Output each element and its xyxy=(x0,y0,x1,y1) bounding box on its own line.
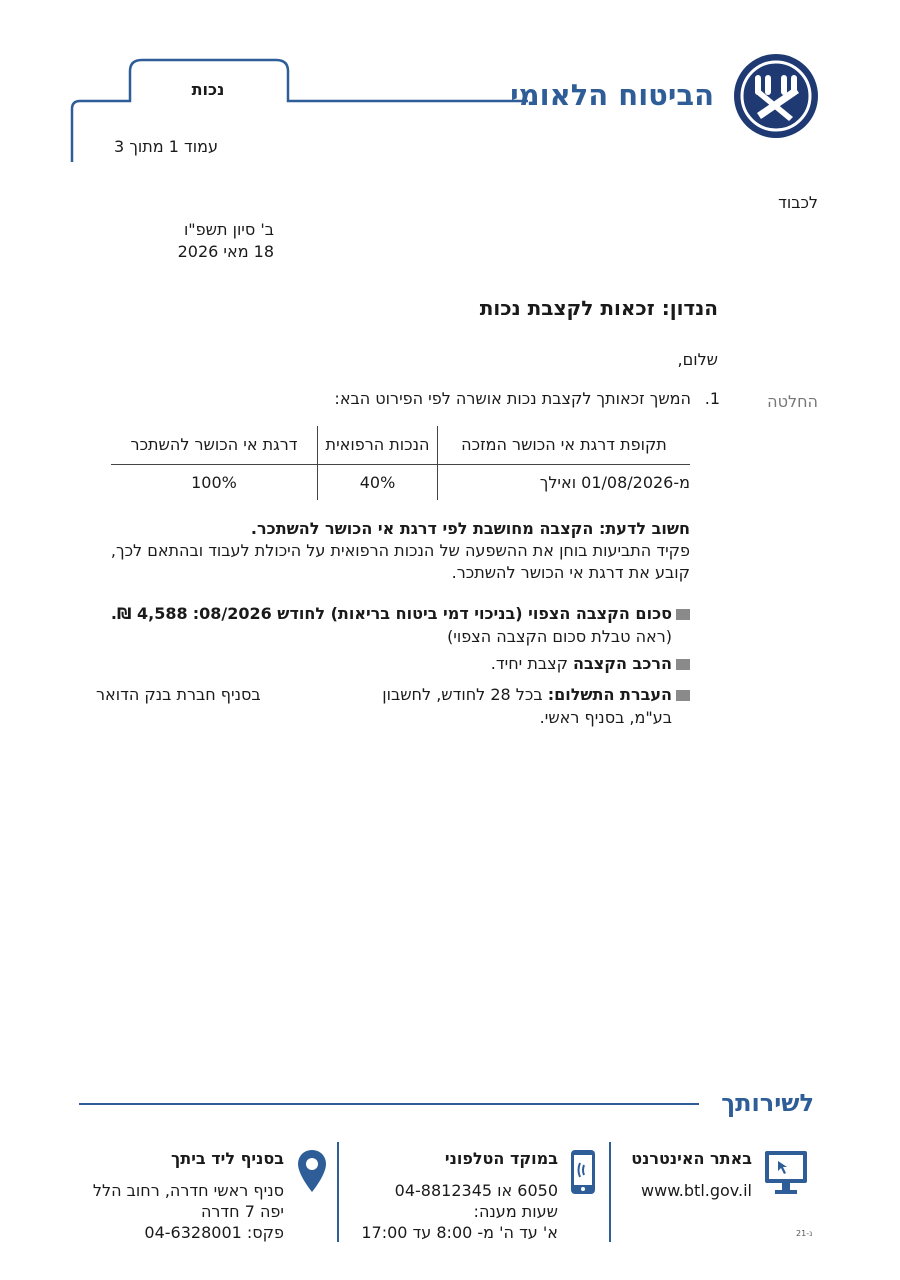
website-title: באתר האינטרנט xyxy=(631,1149,752,1168)
hebrew-date: ב' סיון תשפ"ו xyxy=(183,220,274,239)
phone-icon xyxy=(569,1149,597,1195)
composition-line: הרכב הקצבה קצבת יחיד. xyxy=(490,654,672,673)
form-code: נ-21 xyxy=(796,1229,813,1238)
table-cell-medical: 40% xyxy=(359,473,396,492)
brand-name: הביטוח הלאומי xyxy=(510,78,714,112)
greeting: שלום, xyxy=(677,350,718,369)
decision-side-label: החלטה xyxy=(767,392,818,411)
item-text: המשך זכאותך לקצבת נכות אושרה לפי הפירוט הבא: xyxy=(334,389,691,408)
footer-divider xyxy=(337,1142,339,1242)
important-note xyxy=(90,518,690,584)
expected-amount-line: סכום הקצבה הצפוי (בניכוי דמי ביטוח בריאות) לחודש 08/2026: 4,588 ₪. xyxy=(110,604,672,623)
phone-center-title: במוקד הטלפוני xyxy=(444,1149,558,1168)
table-divider xyxy=(111,464,690,465)
eligibility-table xyxy=(111,426,690,500)
table-header-period: תקופת דרגת אי הכושר המזכה xyxy=(461,435,667,454)
payment-continuation: בע"מ, בסניף ראשי. xyxy=(539,708,672,727)
subject-line: הנדון: זכאות לקצבת נכות xyxy=(479,296,718,320)
item-number: 1. xyxy=(704,389,720,408)
footer-divider xyxy=(609,1142,611,1242)
location-pin-icon xyxy=(297,1149,327,1193)
computer-screen-icon xyxy=(764,1149,808,1197)
gregorian-date: 18 מאי 2026 xyxy=(177,242,274,261)
website-link[interactable]: www.btl.gov.il xyxy=(641,1181,752,1200)
expected-amount-note: (ראה טבלת סכום הקצבה הצפוי) xyxy=(447,627,672,646)
page-indicator: עמוד 1 מתוך 3 xyxy=(114,137,218,156)
footer-title: לשירותך xyxy=(721,1089,814,1117)
table-cell-earning: 100% xyxy=(191,473,237,492)
branch-fax: פקס: 04-6328001 xyxy=(144,1223,284,1242)
branch-title: בסניף ליד ביתך xyxy=(171,1149,284,1168)
phone-hours: א' עד ה' מ- 8:00 עד 17:00 xyxy=(361,1223,558,1242)
footer-rule xyxy=(79,1103,699,1105)
branch-address: סניף ראשי חדרה, רחוב הלל xyxy=(92,1181,284,1200)
bullet-square-icon xyxy=(676,659,690,670)
btl-logo-icon xyxy=(733,53,819,139)
table-cell-period: מ-01/08/2026 ואילך xyxy=(539,473,690,492)
table-header-medical: הנכות הרפואית xyxy=(325,435,430,454)
tab-disability: נכות xyxy=(191,80,225,99)
payment-line: העברת התשלום: בכל 28 לחודש, לחשבון xyxy=(382,685,672,704)
branch-address-city: יפה 7 חדרה xyxy=(200,1202,284,1221)
phone-hours-label: שעות מענה: xyxy=(473,1202,558,1221)
payment-branch: בסניף חברת בנק הדואר xyxy=(96,685,261,704)
bullet-square-icon xyxy=(676,690,690,701)
note-heading: חשוב לדעת: הקצבה מחושבת לפי דרגת אי הכושר להשתכר. xyxy=(250,519,690,538)
recipient-label: לכבוד xyxy=(778,193,818,212)
table-header-earning: דרגת אי הכושר להשתכר xyxy=(130,435,298,454)
note-body: פקיד התביעות בוחן את ההשפעה של הנכות הרפואית על היכולת לעבוד ובהתאם לכך, קובע את דרגת אי הכושר להשתכר. xyxy=(110,541,690,582)
bullet-square-icon xyxy=(676,609,690,620)
expected-amount: 4,588 ₪. xyxy=(110,604,188,623)
phone-numbers: 6050 או 04-8812345 xyxy=(394,1181,558,1200)
